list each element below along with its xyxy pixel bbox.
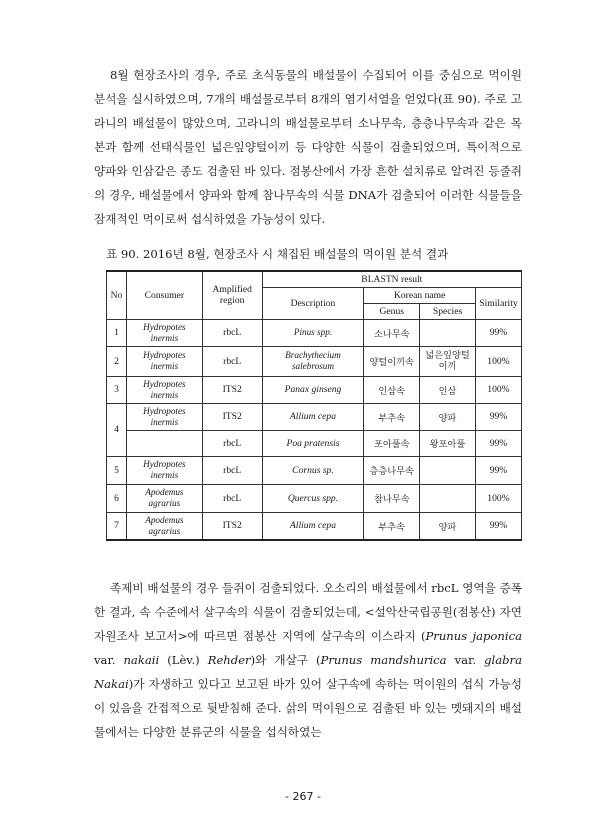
- cell-consumer: Hydropotes inermis: [126, 403, 202, 430]
- cell-consumer: Hydropotes inermis: [126, 376, 202, 403]
- table-row: [107, 512, 522, 540]
- header-species: Species: [420, 303, 476, 319]
- table-row: [107, 484, 522, 512]
- cell-similarity: 100%: [475, 346, 521, 376]
- cell-region: rbcL: [202, 319, 262, 346]
- text-segment: )가 자생하고 있다고 보고된 바가 있어 살구속에 속하는 먹이원의 섭식 가능성이 있음을 간접적으로 뒷받침해 준다. 삵의 먹이원으로 검출된 바 있는 멧돼지의 배설물에서는 다양한 분류군의 식물을 섭식하였는: [94, 677, 522, 739]
- cell-region: rbcL: [202, 456, 262, 484]
- text-segment: var.: [446, 653, 485, 667]
- cell-consumer: Hydropotes inermis: [126, 456, 202, 484]
- discussion-paragraph: [94, 576, 522, 744]
- cell-region: ITS2: [202, 512, 262, 540]
- cell-description: Quercus spp.: [262, 484, 364, 512]
- cell-consumer: Apodemus agrarius: [126, 484, 202, 512]
- cell-no: 2: [107, 346, 127, 376]
- cell-consumer: Hydropotes inermis: [126, 346, 202, 376]
- cell-no: 4: [107, 403, 127, 456]
- header-blastn: BLASTN result: [262, 271, 521, 287]
- cell-similarity: 100%: [475, 484, 521, 512]
- paragraph-text: 8월 현장조사의 경우, 주로 초식동물의 배설물이 수집되어 이를 중심으로 먹이원 분석을 실시하였으며, 7개의 배설물로부터 8개의 염기서열을 얻었다(표 90). 주로 고라니의 배설물이 많았으며, 고라니의 배설물로부터 소나무속, 층층나무속과 같은 목본과 함께 선태식물인 넓은잎양털이끼 등 다양한 식물이 검출되었으며, 특이적으로 양파와 인삼같은 종도 검출된 바 있다. 점봉산에서 가장 흔한 설치류로 알려진 등줄쥐의 경우, 배설물에서 양파와 함께 참나무속의 식물 DNA가 검출되어 이러한 식물들을 잠재적인 먹이로써 섭식하였을 가능성이 있다.: [94, 68, 522, 226]
- cell-genus: 부추속: [364, 512, 420, 540]
- cell-region: rbcL: [202, 346, 262, 376]
- text-segment: )와 개살구 (: [250, 653, 321, 667]
- intro-paragraph: [94, 63, 522, 231]
- scientific-name: Rehder: [207, 653, 251, 667]
- cell-genus: 층층나무속: [364, 456, 420, 484]
- cell-similarity: 99%: [475, 456, 521, 484]
- cell-genus: 양털이끼속: [364, 346, 420, 376]
- cell-similarity: 99%: [475, 403, 521, 430]
- cell-similarity: 99%: [475, 512, 521, 540]
- cell-species: [420, 484, 476, 512]
- cell-no: 6: [107, 484, 127, 512]
- cell-description: Cornus sp.: [262, 456, 364, 484]
- scientific-name: Prunus mandshurica: [320, 653, 447, 667]
- cell-species: 왕포아풀: [420, 430, 476, 456]
- cell-no: 3: [107, 376, 127, 403]
- table-row: [107, 319, 522, 346]
- text-segment: var.: [94, 653, 124, 667]
- table-row: [107, 346, 522, 376]
- cell-similarity: 99%: [475, 430, 521, 456]
- header-no: No: [107, 271, 127, 319]
- cell-genus: 포아풀속: [364, 430, 420, 456]
- header-amplified-region: Amplified region: [202, 271, 262, 319]
- cell-region: rbcL: [202, 484, 262, 512]
- cell-description: Allium cepa: [262, 403, 364, 430]
- header-description: Description: [262, 287, 364, 319]
- table-row: [107, 456, 522, 484]
- table-caption: 표 90. 2016년 8월, 현장조사 시 채집된 배설물의 먹이원 분석 결과: [106, 247, 449, 261]
- cell-genus: 인삼속: [364, 376, 420, 403]
- table-row: [107, 376, 522, 403]
- text-segment: (Lèv.): [159, 653, 208, 667]
- cell-similarity: 100%: [475, 376, 521, 403]
- cell-similarity: 99%: [475, 319, 521, 346]
- header-similarity: Similarity: [475, 287, 521, 319]
- cell-description: Poa pratensis: [262, 430, 364, 456]
- cell-no: 5: [107, 456, 127, 484]
- scientific-name: Prunus japonica: [425, 629, 522, 643]
- cell-no: 1: [107, 319, 127, 346]
- header-genus: Genus: [364, 303, 420, 319]
- cell-region: ITS2: [202, 403, 262, 430]
- page-number: - 267 -: [285, 790, 321, 803]
- scientific-name: nakaii: [123, 653, 160, 667]
- table-row: [107, 430, 522, 456]
- cell-species: 넓은잎양털이끼: [420, 346, 476, 376]
- table-row: [107, 403, 522, 430]
- cell-species: 양파: [420, 512, 476, 540]
- cell-region: ITS2: [202, 376, 262, 403]
- cell-consumer: [126, 430, 202, 456]
- diet-analysis-table: [106, 270, 522, 541]
- cell-description: Panax ginseng: [262, 376, 364, 403]
- cell-consumer: Apodemus agrarius: [126, 512, 202, 540]
- cell-consumer: Hydropotes inermis: [126, 319, 202, 346]
- cell-description: Pinus spp.: [262, 319, 364, 346]
- cell-species: 인삼: [420, 376, 476, 403]
- cell-species: [420, 319, 476, 346]
- cell-species: [420, 456, 476, 484]
- cell-description: Allium cepa: [262, 512, 364, 540]
- text-segment: 족제비 배설물의 경우 들쥐이 검출되었다. 오소리의 배설물에서 rbcL 영역을 증폭한 결과, 속 수준에서 살구속의 식물이 검출되었는데, <설악산국립공원(점봉산) 자연자원조사 보고서>에 따르면 점봉산 지역에 살구속의 이스라지 (: [94, 581, 522, 643]
- header-korean-name: Korean name: [364, 287, 476, 303]
- header-consumer: Consumer: [126, 271, 202, 319]
- cell-genus: 참나무속: [364, 484, 420, 512]
- cell-region: rbcL: [202, 430, 262, 456]
- cell-description: Brachythecium salebrosum: [262, 346, 364, 376]
- cell-no: 7: [107, 512, 127, 540]
- cell-species: 양파: [420, 403, 476, 430]
- cell-genus: 부추속: [364, 403, 420, 430]
- paragraph-text: [94, 576, 522, 744]
- cell-genus: 소나무속: [364, 319, 420, 346]
- scientific-name: glabra Nakai: [94, 653, 522, 691]
